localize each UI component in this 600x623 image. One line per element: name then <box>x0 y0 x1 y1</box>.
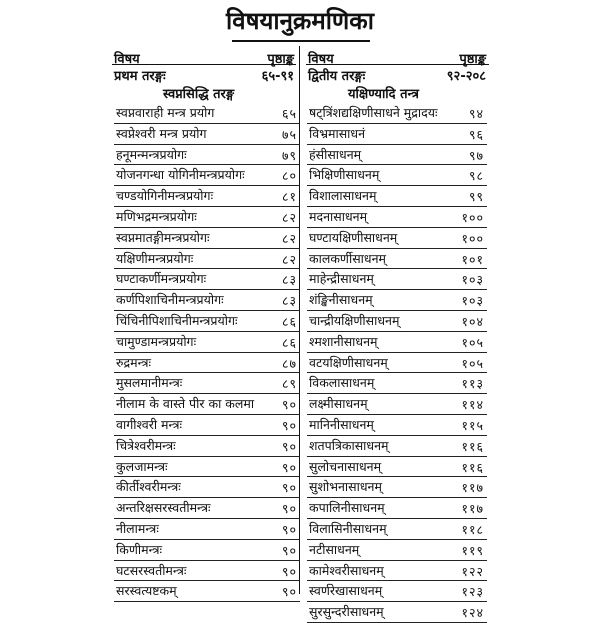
toc-entry <box>114 249 300 270</box>
toc-entry <box>307 228 487 249</box>
toc-entry <box>114 415 300 436</box>
left-header-rule <box>112 64 296 65</box>
toc-entry <box>114 477 300 498</box>
toc-entry <box>307 581 487 602</box>
right-column-header <box>308 46 486 84</box>
toc-entry <box>114 124 300 145</box>
toc-entry <box>307 415 487 436</box>
toc-entry-title: कुलजामन्त्रः <box>116 458 168 474</box>
toc-entry-title: हनूमन्मन्त्रप्रयोगः <box>116 146 187 162</box>
toc-entry-title: षट्त्रिंशद्यक्षिणीसाधने मुद्रादयः <box>309 105 438 120</box>
toc-entry <box>114 186 300 207</box>
toc-entry-title: विलासिनीसाधनम् <box>309 520 387 536</box>
toc-entry-title: विभ्रमासाधनं <box>309 125 366 141</box>
toc-entry-title: नीलाम के वास्ते पीर का कलमा <box>116 396 255 412</box>
toc-entry-page: ८६ <box>281 313 297 329</box>
toc-entry-page: ११३ <box>461 376 484 392</box>
toc-entry-page: १०५ <box>461 334 484 350</box>
toc-entry-title: वागीश्वरी मन्त्रः <box>116 416 183 432</box>
toc-entry-page: ९७ <box>468 147 484 163</box>
toc-entry <box>307 290 487 311</box>
toc-entry-title: भिक्षिणीसाधनम् <box>309 167 380 183</box>
toc-entry-title: कामेश्वरीसाधनम् <box>309 562 384 578</box>
title-underline <box>232 40 370 42</box>
right-page-heading: पृष्ठाङ्क <box>459 52 486 67</box>
left-contents-list <box>114 103 300 602</box>
toc-entry-title: कीर्तीश्वरीमन्त्रः <box>116 479 181 495</box>
toc-entry <box>307 519 487 540</box>
toc-entry <box>307 477 487 498</box>
toc-entry-page: ८० <box>281 168 297 184</box>
toc-entry-title: घण्टायक्षिणीसाधनम् <box>309 229 398 245</box>
toc-entry-page: ९० <box>281 480 297 496</box>
toc-entry-title: घण्टाकर्णीमन्त्रप्रयोगः <box>116 271 207 287</box>
toc-entry <box>307 207 487 228</box>
toc-entry <box>114 207 300 228</box>
toc-entry-page: ९० <box>281 521 297 537</box>
toc-entry-title: यक्षिणीमन्त्रप्रयोगः <box>116 250 194 266</box>
toc-entry-page: ९० <box>281 501 297 517</box>
toc-entry-page: ११८ <box>461 521 484 537</box>
toc-entry-page: ८९ <box>281 376 297 392</box>
toc-entry-page: ११७ <box>461 480 484 496</box>
toc-entry <box>307 540 487 561</box>
toc-entry <box>307 394 487 415</box>
toc-entry-title: चिंचिनीपिशाचिनीमन्त्रप्रयोगः <box>116 312 238 328</box>
toc-entry-page: १०३ <box>461 272 484 288</box>
toc-entry <box>307 249 487 270</box>
left-page-heading: पृष्ठाङ्क <box>267 52 294 67</box>
toc-entry-page: ९० <box>281 563 297 579</box>
toc-entry <box>114 581 300 602</box>
toc-entry <box>307 353 487 374</box>
toc-entry <box>114 561 300 582</box>
toc-entry-title: कपालिनीसाधनम् <box>309 500 385 516</box>
toc-entry-page: ११६ <box>461 438 484 454</box>
toc-entry-title: चण्डयोगिनीमन्त्रप्रयोगः <box>116 188 214 204</box>
toc-entry-title: घटसरस्वतीमन्त्रः <box>116 562 187 578</box>
toc-entry <box>114 269 300 290</box>
toc-entry-page: १०० <box>461 230 484 246</box>
toc-entry-title: मानिनीसाधनम् <box>309 416 374 432</box>
toc-entry-title: कालकर्णीसाधनम् <box>309 250 386 266</box>
toc-entry-title: मणिभद्रमन्त्रप्रयोगः <box>116 208 197 224</box>
toc-entry-page: ९० <box>281 417 297 433</box>
toc-entry-title: विशालासाधनम् <box>309 188 377 204</box>
right-subject-heading: विषय <box>308 52 334 67</box>
toc-entry-page: १२४ <box>461 605 484 621</box>
toc-entry-page: ११५ <box>461 417 484 433</box>
toc-entry <box>307 124 487 145</box>
toc-entry-page: ९६ <box>468 126 484 142</box>
right-part-pages: ९२-२०८ <box>446 69 486 84</box>
toc-entry-page: ७९ <box>281 147 297 163</box>
toc-entry-title: सुशोभनासाधनम् <box>309 479 382 495</box>
toc-entry-page: १०१ <box>461 251 484 267</box>
toc-entry <box>114 311 300 332</box>
toc-entry-page: ७५ <box>281 126 297 142</box>
toc-entry-page: ८३ <box>281 293 297 309</box>
toc-entry-title: सरस्वत्यष्टकम् <box>116 583 177 599</box>
toc-entry-page: ८२ <box>281 230 297 246</box>
toc-entry <box>114 145 300 166</box>
toc-entry-page: ११९ <box>461 542 484 558</box>
toc-entry-title: मुसलमानीमन्त्रः <box>116 375 183 391</box>
right-part-label: द्वितीय तरङ्गः <box>308 69 366 84</box>
toc-entry <box>114 373 300 394</box>
toc-entry <box>307 311 487 332</box>
toc-entry <box>114 457 300 478</box>
toc-entry-title: अन्तरिक्षसरस्वतीमन्त्रः <box>116 500 211 516</box>
toc-entry-title: शतपत्रिकासाधनम् <box>309 437 389 453</box>
toc-entry-title: सुलोचनासाधनम् <box>309 458 382 474</box>
toc-entry-title: स्वप्नमातङ्गीमन्त्रप्रयोगः <box>116 229 210 245</box>
toc-entry-page: ८२ <box>281 251 297 267</box>
toc-entry-page: ९० <box>281 459 297 475</box>
left-part-label: प्रथम तरङ्गः <box>114 69 166 84</box>
toc-entry <box>307 103 487 124</box>
toc-entry-title: चित्रेश्वरीमन्त्रः <box>116 437 176 453</box>
toc-entry-page: १०५ <box>461 355 484 371</box>
left-section-heading: स्वप्नसिद्धि तरङ्ग <box>163 87 235 102</box>
toc-entry-page: ९८ <box>468 168 484 184</box>
toc-entry-page: ९४ <box>468 106 484 121</box>
toc-entry <box>114 519 300 540</box>
toc-entry-page: ८६ <box>281 334 297 350</box>
toc-entry-page: १२२ <box>461 563 484 579</box>
toc-entry-page: ११४ <box>461 397 484 413</box>
toc-entry-title: कर्णपिशाचिनीमन्त्रप्रयोगः <box>116 292 224 308</box>
toc-entry-page: ९० <box>281 542 297 558</box>
toc-entry-page: ६५ <box>281 106 297 121</box>
toc-entry <box>307 457 487 478</box>
toc-entry-page: ९० <box>281 438 297 454</box>
toc-entry-page: ९९ <box>468 189 484 205</box>
toc-entry-title: शंङ्खिनीसाधनम् <box>309 292 373 308</box>
toc-entry-page: ८२ <box>281 209 297 225</box>
toc-entry <box>114 498 300 519</box>
toc-entry-title: मदनासाधनम् <box>309 208 368 224</box>
toc-entry <box>114 165 300 186</box>
toc-entry-title: योजनगन्धा योगिनीमन्त्रप्रयोगः <box>116 167 245 183</box>
toc-entry-page: १०४ <box>461 313 484 329</box>
toc-entry <box>114 103 300 124</box>
toc-entry <box>307 373 487 394</box>
toc-entry-title: स्वप्नेश्वरी मन्त्र प्रयोग <box>116 125 207 141</box>
toc-entry-page: ११६ <box>461 459 484 475</box>
toc-entry-title: नटीसाधनम् <box>309 541 360 557</box>
left-subject-heading: विषय <box>114 52 140 67</box>
left-part-pages: ६५-९१ <box>261 69 294 84</box>
left-column-header <box>114 46 294 84</box>
toc-entry <box>307 186 487 207</box>
toc-entry <box>307 498 487 519</box>
toc-entry-title: किणीमन्त्रः <box>116 541 163 557</box>
toc-entry-page: १०३ <box>461 293 484 309</box>
toc-entry-page: ८७ <box>281 355 297 371</box>
toc-entry <box>114 290 300 311</box>
toc-entry <box>307 561 487 582</box>
toc-entry <box>307 269 487 290</box>
toc-entry-title: चान्द्रीयक्षिणीसाधनम् <box>309 312 400 328</box>
toc-entry-title: विकलासाधनम् <box>309 375 375 391</box>
toc-entry-title: सुरसुन्दरीसाधनम् <box>309 604 384 620</box>
toc-entry-title: चामुण्डामन्त्रप्रयोगः <box>116 333 197 349</box>
toc-entry-title: लक्ष्मीसाधनम् <box>309 396 368 412</box>
toc-entry-title: रुद्रमन्त्रः <box>116 354 152 370</box>
toc-entry <box>307 602 487 623</box>
toc-entry <box>307 436 487 457</box>
toc-entry <box>114 394 300 415</box>
toc-entry-title: नीलामन्त्रः <box>116 520 159 536</box>
toc-entry <box>114 540 300 561</box>
toc-entry <box>307 145 487 166</box>
toc-entry-page: ९० <box>281 397 297 413</box>
toc-entry-page: ८३ <box>281 272 297 288</box>
toc-entry-title: श्मशानीसाधनम् <box>309 333 378 349</box>
right-contents-list <box>307 103 487 623</box>
toc-entry <box>114 332 300 353</box>
toc-entry <box>114 228 300 249</box>
toc-entry <box>114 353 300 374</box>
right-header-rule <box>306 64 489 65</box>
toc-entry <box>114 436 300 457</box>
toc-entry-page: ११७ <box>461 501 484 517</box>
right-section-heading: यक्षिण्यादि तन्त्र <box>348 87 419 102</box>
toc-entry-title: स्वप्नवाराही मन्त्र प्रयोग <box>116 105 215 120</box>
toc-entry <box>307 165 487 186</box>
toc-entry <box>307 332 487 353</box>
toc-entry-title: वटयक्षिणीसाधनम् <box>309 354 388 370</box>
toc-entry-title: स्वर्णरेखासाधनम् <box>309 583 383 599</box>
toc-entry-page: १२३ <box>461 584 484 600</box>
toc-entry-title: माहेन्द्रीसाधनम् <box>309 271 374 287</box>
page-title: विषयानुक्रमणिका <box>226 7 374 35</box>
toc-entry-page: ९० <box>281 584 297 600</box>
toc-entry-page: ८१ <box>281 189 297 205</box>
toc-entry-title: हंसीसाधनम् <box>309 146 362 162</box>
toc-entry-page: १०० <box>461 209 484 225</box>
